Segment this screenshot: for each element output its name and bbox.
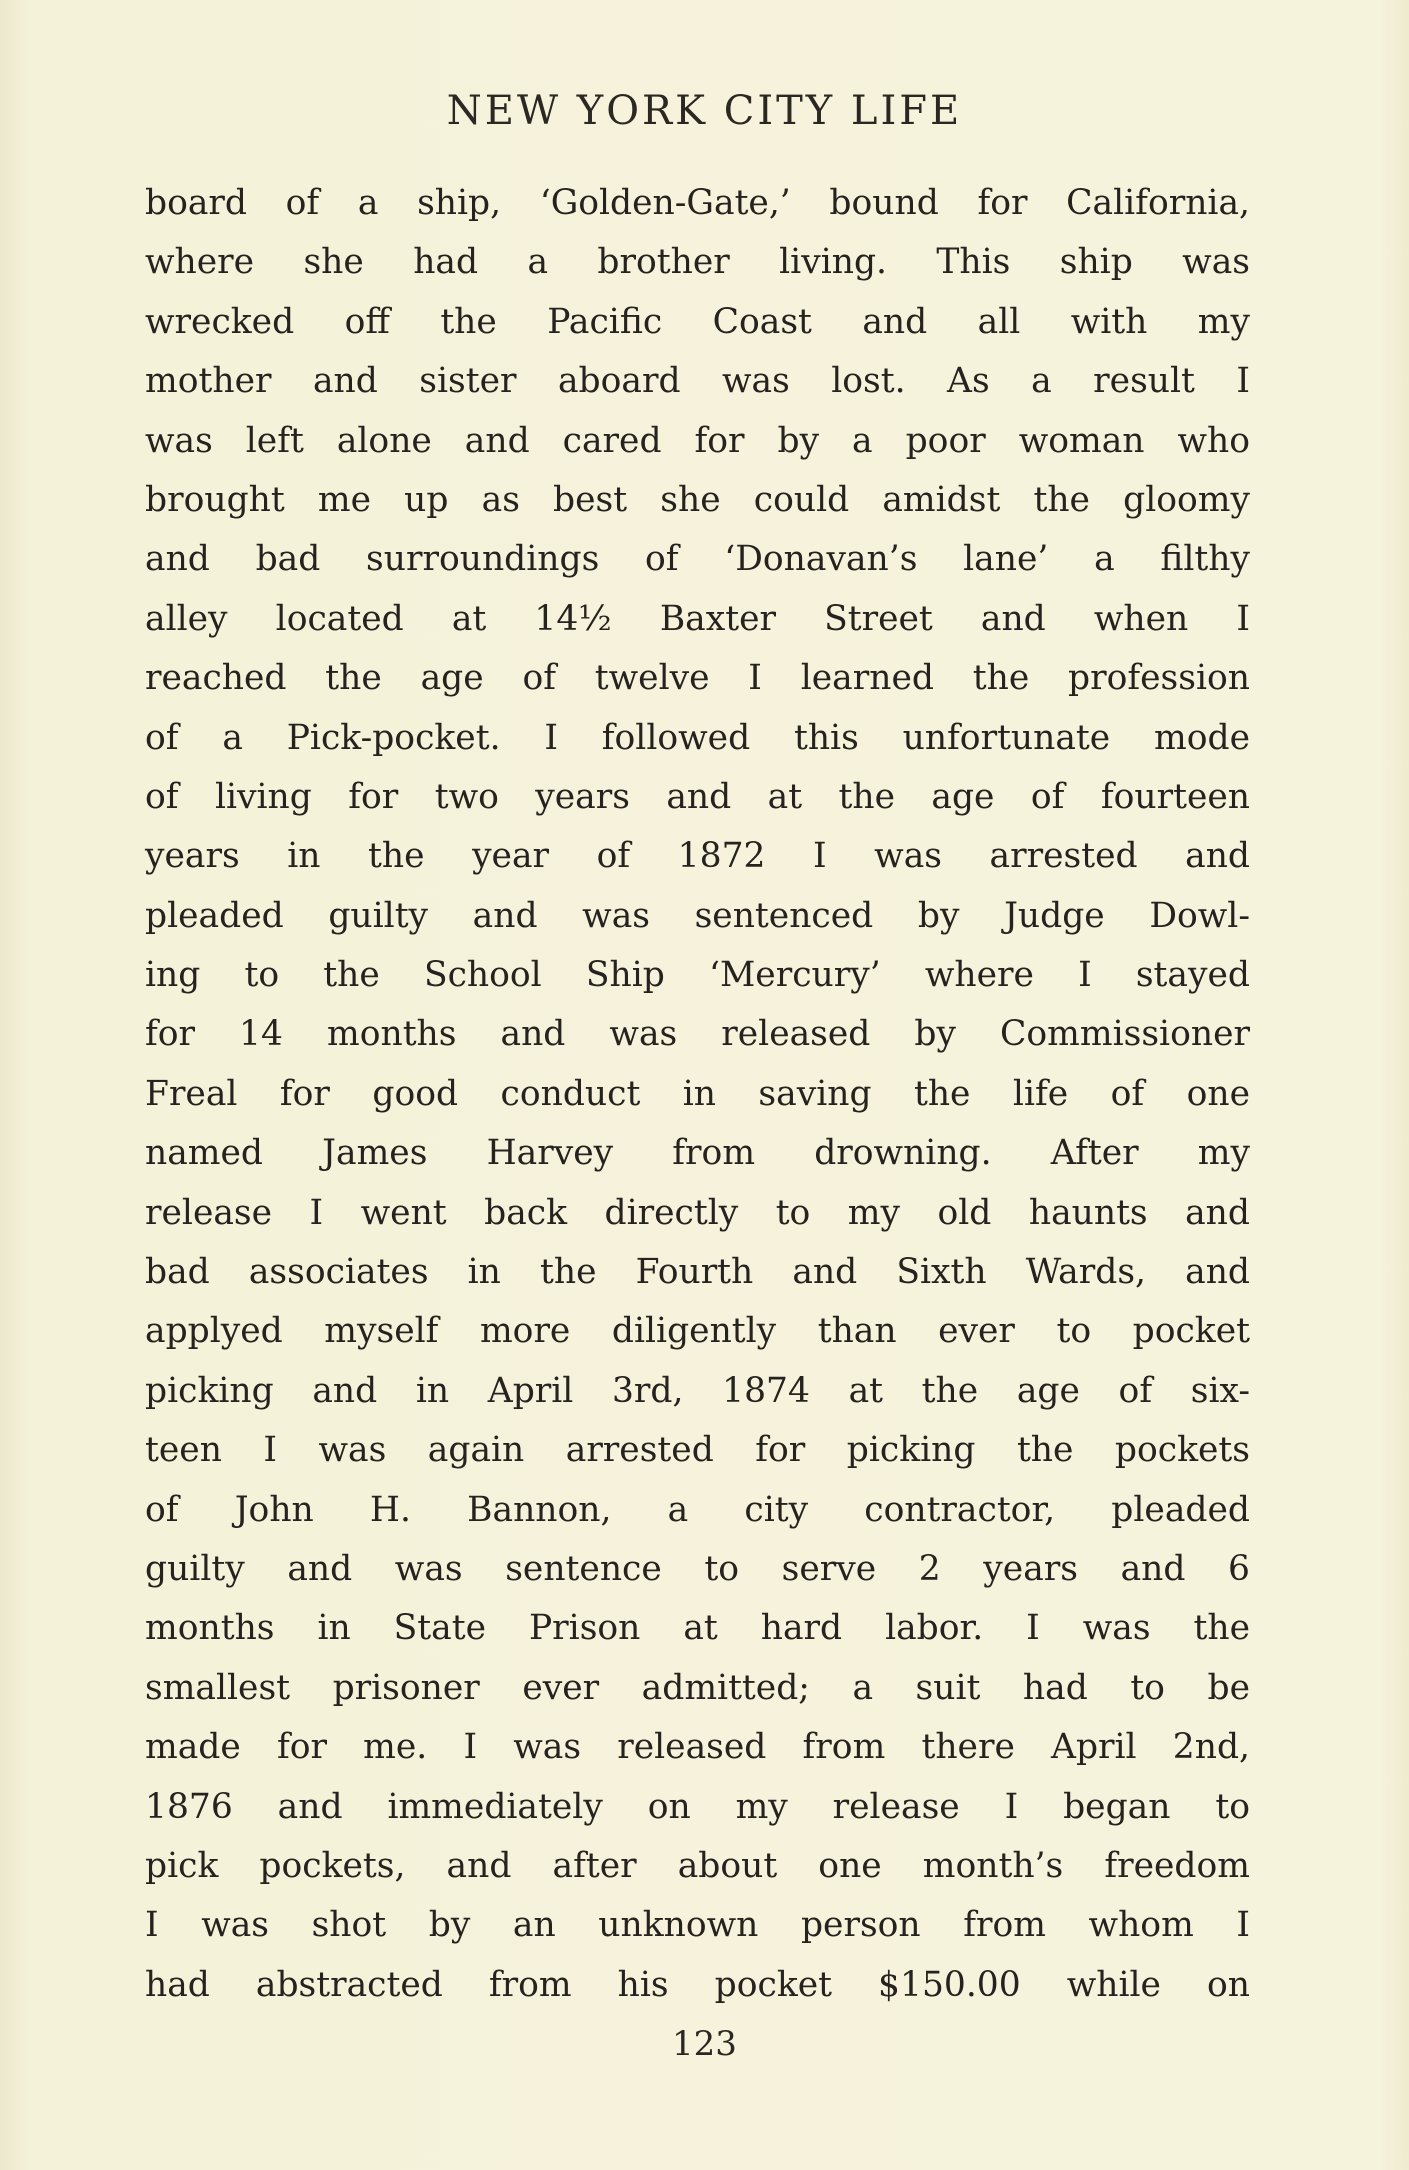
text-line: years in the year of 1872 I was arrested and [145,836,1250,877]
text-line: 1876 and immediately on my release I began to [145,1786,1250,1827]
text-line: board of a ship, ‘Golden-Gate,’ bound for California, [145,183,1250,223]
text-line: of John H. Bannon, a city contractor, pleaded [145,1489,1250,1530]
text-line: of living for two years and at the age of fourteen [145,776,1250,817]
text-line: pick pockets, and after about one month’s freedom [145,1845,1250,1886]
body-text [145,174,1250,2015]
text-line: brought me up as best she could amidst the gloomy [145,479,1250,520]
text-line: alley located at 14½ Baxter Street and when I [145,598,1250,639]
text-line: made for me. I was released from there April 2nd, [145,1727,1250,1768]
text-line: and bad surroundings of ‘Donavan’s lane’ a filthy [145,539,1250,580]
text-line: release I went back directly to my old haunts and [145,1192,1250,1233]
page-number: 123 [672,2024,737,2064]
text-line: picking and in April 3rd, 1874 at the age of six- [145,1370,1250,1411]
text-line: had abstracted from his pocket $150.00 while on [145,1964,1250,2005]
text-line: for 14 months and was released by Commissioner [145,1014,1250,1055]
text-line: ing to the School Ship ‘Mercury’ where I stayed [145,955,1250,996]
text-line: pleaded guilty and was sentenced by Judge Dowl- [145,895,1250,936]
text-line: bad associates in the Fourth and Sixth Wards, and [145,1252,1250,1293]
text-line: teen I was again arrested for picking the pockets [145,1430,1250,1471]
text-line: guilty and was sentence to serve 2 years and 6 [145,1548,1250,1589]
text-line: of a Pick-pocket. I followed this unfortunate mode [145,717,1250,758]
text-line: mother and sister aboard was lost. As a result I [145,361,1250,402]
text-line: smallest prisoner ever admitted; a suit had to be [145,1667,1250,1708]
text-line: months in State Prison at hard labor. I was the [145,1608,1250,1649]
text-line: named James Harvey from drowning. After my [145,1133,1250,1174]
running-head: NEW YORK CITY LIFE [446,88,963,134]
text-line: I was shot by an unknown person from whom I [145,1905,1250,1946]
text-line: Freal for good conduct in saving the life of one [145,1073,1250,1114]
text-line: reached the age of twelve I learned the profession [145,658,1250,699]
text-line: was left alone and cared for by a poor woman who [145,420,1250,461]
text-line: applyed myself more diligently than ever to pocket [145,1311,1250,1352]
text-line: where she had a brother living. This ship was [145,242,1250,283]
text-line: wrecked off the Pacific Coast and all with my [145,301,1250,342]
